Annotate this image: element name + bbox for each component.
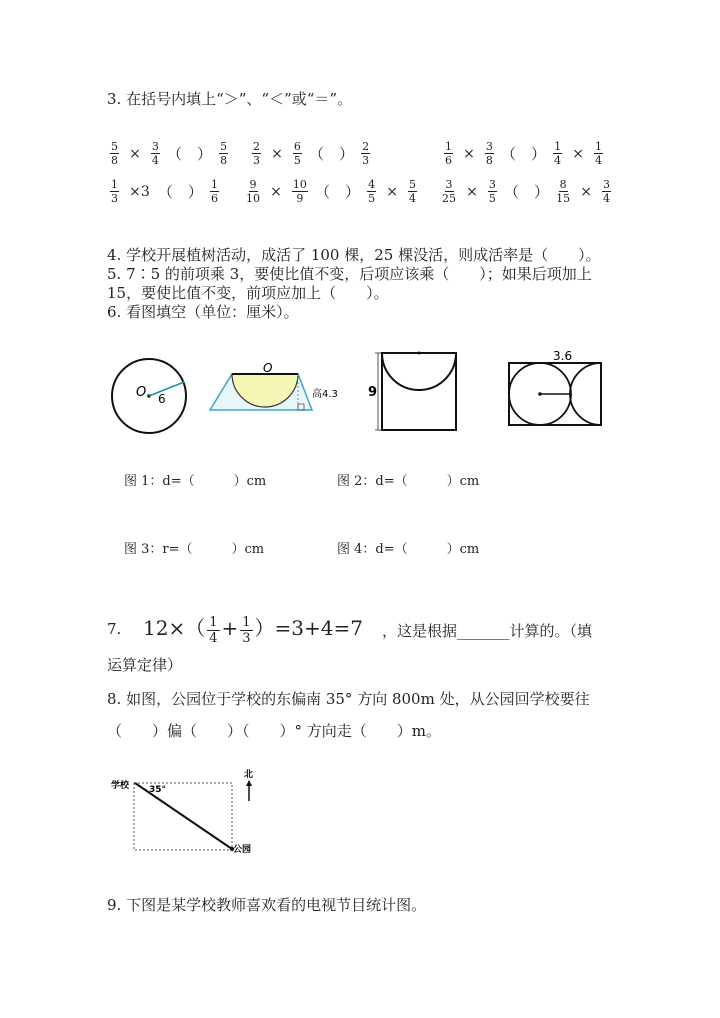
q7-text-line2: 运算定律） [107,656,183,674]
figure-1-circle [108,355,190,437]
answer-blank[interactable]: （ ） [167,145,213,163]
fraction: $\frac{6}{5}$ [293,140,301,167]
answer-blank[interactable]: （ ） [157,183,203,201]
q7-number: 7. [107,620,122,638]
fraction: $\frac{3}{4}$ [603,178,611,205]
svg-text:6: 6 [158,392,166,406]
fraction: $\frac{3}{5}$ [488,178,496,205]
answer-blank[interactable]: （ ） [315,183,361,201]
q3-item-1-1: $\frac{5}{8}$ × $\frac{3}{4}$ （ ） $\frac{5}{8}$ [111,140,228,167]
q3-item-2-1: $\frac{1}{3}$ ×3 （ ） $\frac{1}{6}$ [111,178,218,205]
answer-blank[interactable]: （ ） [309,145,355,163]
svg-text:高4.3: 高4.3 [312,389,338,400]
q5-text-line2: 15，要使比值不变，前项应加上（ ）。 [107,284,389,302]
q9-text: 9. 下图是某学校教师喜欢看的电视节目统计图。 [107,896,427,914]
svg-text:35°: 35° [149,785,167,795]
q4-text: 4. 学校开展植树活动，成活了 100 棵，25 棵没活，则成活率是（ ）。 [107,246,601,264]
q6-title: 6. 看图填空（单位：厘米）。 [107,303,299,321]
figure-4-rectangle [505,348,609,432]
fraction: $\frac{1}{4}$ [554,140,562,167]
q8-map-diagram [108,768,268,858]
fraction: $\frac{3}{8}$ [485,140,493,167]
q3-item-1-2: $\frac{2}{3}$ × $\frac{6}{5}$ （ ） $\frac{2}{3}$ [253,140,370,167]
figure-4-answer[interactable]: 图 4：d=（ ）cm [337,542,480,557]
q7-text: ，这是根据_______计算的。（填 [382,622,593,640]
fraction: $\frac{1}{3}$ [111,178,118,205]
fraction: $\frac{1}{4}$ [595,140,603,167]
q3-item-2-2: $\frac{9}{10}$ × $\frac{10}{9}$ （ ） $\frac{4}{5}$ × $\frac{5}{4}$ [246,178,417,205]
figure-3-answer[interactable]: 图 3：r=（ ）cm [124,542,265,557]
fraction: $\frac{1}{6}$ [210,178,218,205]
fraction: $\frac{8}{15}$ [556,178,571,205]
answer-blank[interactable]: （ ） [504,183,550,201]
figure-2-trapezoid [206,362,346,418]
q3-item-2-3: $\frac{3}{25}$ × $\frac{3}{5}$ （ ） $\frac{8}{15}$ × $\frac{3}{4}$ [442,178,611,205]
svg-text:学校: 学校 [111,781,130,791]
fraction: $\frac{5}{8}$ [111,140,118,167]
fraction: $\frac{9}{10}$ [246,178,260,205]
q3-item-1-3: $\frac{1}{6}$ × $\frac{3}{8}$ （ ） $\frac{1}{4}$ × $\frac{1}{4}$ [445,140,603,167]
q8-text-line1: 8. 如图，公园位于学校的东偏南 35° 方向 800m 处，从公园回学校要往 [107,690,590,708]
figure-2-answer[interactable]: 图 2：d=（ ）cm [337,474,480,489]
fraction: $\frac{5}{8}$ [220,140,228,167]
fraction: $\frac{2}{3}$ [253,140,260,167]
figure-1-answer[interactable]: 图 1：d=（ ）cm [124,474,267,489]
fraction: $\frac{5}{4}$ [409,178,417,205]
q3-title: 3. 在括号内填上“＞”、“＜”或“＝”。 [107,90,353,108]
fraction: $\frac{1}{3}$ [242,615,251,646]
svg-text:O: O [136,385,147,400]
fraction: $\frac{1}{6}$ [445,140,452,167]
figure-3-square [366,348,462,434]
svg-text:公园: 公园 [233,845,252,855]
fraction: $\frac{2}{3}$ [362,140,370,167]
q7-equation: 12×（ $\frac{1}{4}$ + $\frac{1}{3}$ ）=3+4=7 [143,615,363,646]
q8-text-line2: （ ）偏（ ）（ ）° 方向走（ ）m。 [107,722,441,740]
answer-blank[interactable]: （ ） [501,145,547,163]
svg-text:9: 9 [368,385,378,400]
svg-text:3.6: 3.6 [553,349,573,363]
fraction: $\frac{4}{5}$ [368,178,376,205]
q5-text-line1: 5. 7∶5 的前项乘 3，要使比值不变，后项应该乘（ ）；如果后项加上 [107,265,592,283]
fraction: $\frac{10}{9}$ [292,178,307,205]
fraction: $\frac{1}{4}$ [209,615,218,646]
fraction: $\frac{3}{4}$ [151,140,159,167]
svg-text:北: 北 [244,770,254,780]
fraction: $\frac{3}{25}$ [442,178,456,205]
svg-text:O: O [263,362,273,375]
